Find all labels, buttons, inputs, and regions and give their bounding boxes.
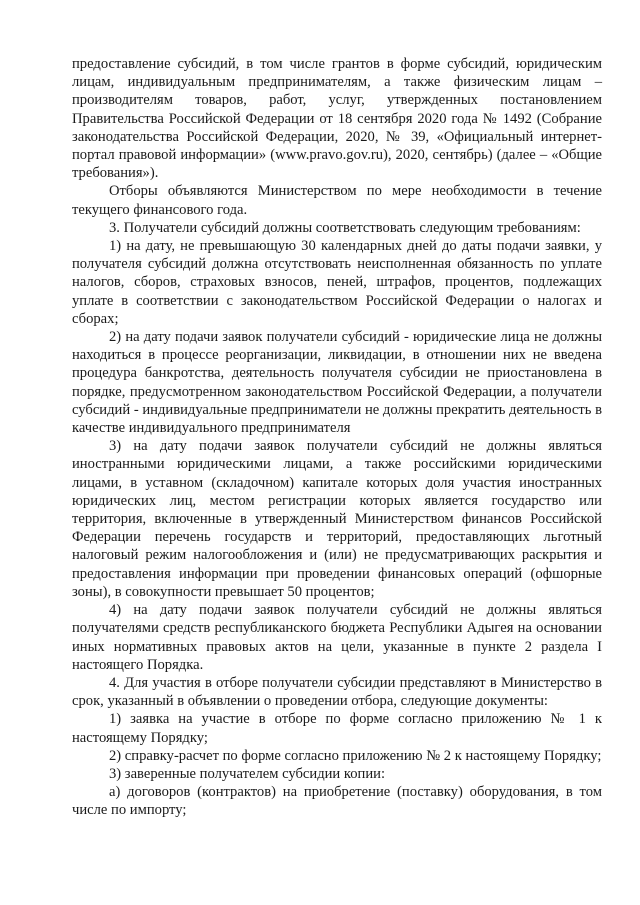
paragraph-item-3-4: 4) на дату подачи заявок получатели субсидий не должны являться получателями средств республиканского бюджета Республики Адыгея на основании иных нормативных правовых актов на цели, указанные в пункте 2 раздела I настоящего Порядка.	[72, 602, 602, 673]
paragraph-item-3: 3. Получатели субсидий должны соответствовать следующим требованиям:	[109, 219, 581, 236]
paragraph-item-3-3: 3) на дату подачи заявок получатели субсидий не должны являться иностранными юридическими лицами, а также российскими юридическими лицами, в уставном (складочном) капитале которых доля участия иностранных юридических лиц, местом регистрации которых является государство или территория, включенные в утвержденный Министерством финансов Российской Федерации перечень государств и территорий, предоставляющих льготный налоговый режим налогообложения и (или) не предусматривающих раскрытия и предоставления информации при проведении финансовых операций (офшорные зоны), в совокупности превышает 50 процентов;	[72, 438, 602, 600]
paragraph-item-4-3: 3) заверенные получателем субсидии копии:	[109, 765, 386, 782]
paragraph-item-3-2: 2) на дату подачи заявок получатели субсидий - юридические лица не должны находиться в процессе реорганизации, ликвидации, в отношении них не введена процедура банкротства, деятельность получателя субсидии не приостановлена в порядке, предусмотренном законодательством Российской Федерации, а получатели субсидий - индивидуальные предприниматели не должны прекратить деятельность в качестве индивидуального предпринимателя	[72, 329, 602, 437]
paragraph-selection-schedule: Отборы объявляются Министерством по мере необходимости в течение текущего финансового года.	[72, 183, 602, 218]
paragraph-item-4-3-a: а) договоров (контрактов) на приобретение (поставку) оборудования, в том числе по импорту;	[72, 784, 602, 819]
paragraph-item-4: 4. Для участия в отборе получатели субсидии представляют в Министерство в срок, указанный в объявлении о проведении отбора, следующие документы:	[72, 674, 602, 710]
paragraph-item-4-1: 1) заявка на участие в отборе по форме согласно приложению № 1 к настоящему Порядку;	[72, 711, 602, 746]
paragraph-item-3-1: 1) на дату, не превышающую 30 календарных дней до даты подачи заявки, у получателя субсидий должна отсутствовать неисполненная обязанность по уплате налогов, сборов, страховых взносов, пеней, штрафов, процентов, подлежащих уплате в соответствии с законодательством Российской Федерации о налогах и сборах;	[72, 238, 602, 327]
paragraph-item-4-2: 2) справку-расчет по форме согласно приложению № 2 к настоящему Порядку;	[109, 747, 602, 764]
paragraph-continuation: предоставление субсидий, в том числе грантов в форме субсидий, юридическим лицам, индивидуальным предпринимателям, а также физическим лицам – производителям товаров, работ, услуг, утвержденных постановлением Правительства Российской Федерации от 18 сентября 2020 года № 1492 (Собрание законодательства Российской Федерации, 2020, № 39, «Официальный интернет-портал правовой информации» (www.pravo.gov.ru), 2020, сентябрь) (далее – «Общие требования»).	[72, 56, 602, 182]
